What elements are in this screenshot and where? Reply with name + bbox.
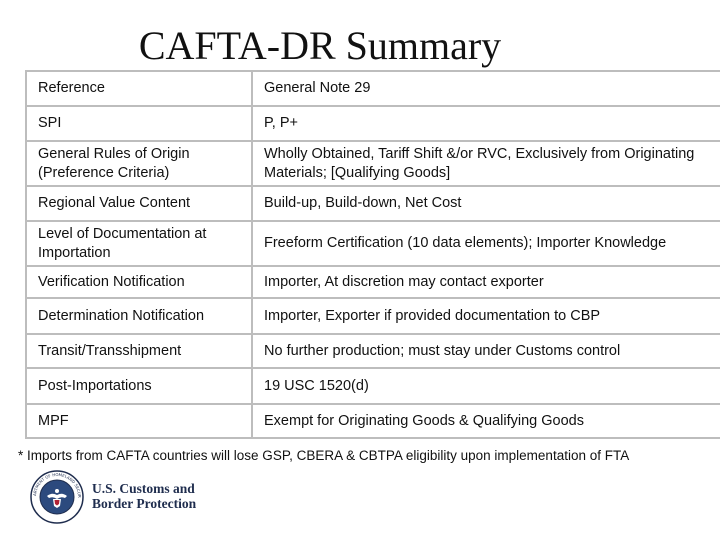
table-row: [26, 266, 720, 298]
table-row: [26, 71, 720, 106]
table-row: [26, 141, 720, 186]
row-value: 19 USC 1520(d): [252, 368, 720, 404]
row-value: Freeform Certification (10 data elements); Importer Knowledge: [252, 221, 720, 266]
row-label: Regional Value Content: [26, 186, 252, 221]
agency-name-line1: U.S. Customs and: [92, 481, 195, 496]
row-value: Exempt for Originating Goods & Qualifying Goods: [252, 404, 720, 438]
agency-name: [92, 481, 196, 511]
cbp-logo: [30, 470, 230, 526]
table-row: [26, 106, 720, 141]
table-row: [26, 221, 720, 266]
row-label: Post-Importations: [26, 368, 252, 404]
svg-text:DEPARTMENT OF HOMELAND SECURIT: ARTMENT OF HOMELAND SECUR: [31, 471, 83, 498]
table-row: [26, 186, 720, 221]
summary-table: [25, 70, 720, 439]
table-row: [26, 404, 720, 438]
row-label: Verification Notification: [26, 266, 252, 298]
footnote: * Imports from CAFTA countries will lose GSP, CBERA & CBTPA eligibility upon implementation of FTA: [18, 448, 630, 463]
row-value: P, P+: [252, 106, 720, 141]
row-value: General Note 29: [252, 71, 720, 106]
row-label: Transit/Transshipment: [26, 334, 252, 368]
row-value: Importer, Exporter if provided documentation to CBP: [252, 298, 720, 334]
dhs-seal-icon: [30, 470, 84, 524]
row-value: No further production; must stay under Customs control: [252, 334, 720, 368]
table-row: [26, 334, 720, 368]
agency-name-line2: Border Protection: [92, 496, 197, 511]
row-value: Wholly Obtained, Tariff Shift &/or RVC, Exclusively from Originating Materials; [Qualifying Goods]: [252, 141, 720, 186]
table-row: [26, 298, 720, 334]
row-label: Level of Documentation at Importation: [26, 221, 252, 266]
row-value: Build-up, Build-down, Net Cost: [252, 186, 720, 221]
page-title: CAFTA-DR Summary: [138, 23, 502, 68]
row-label: General Rules of Origin (Preference Criteria): [26, 141, 252, 186]
row-label: Determination Notification: [26, 298, 252, 334]
row-label: MPF: [26, 404, 252, 438]
row-value: Importer, At discretion may contact exporter: [252, 266, 720, 298]
row-label: Reference: [26, 71, 252, 106]
table-row: [26, 368, 720, 404]
row-label: SPI: [26, 106, 252, 141]
